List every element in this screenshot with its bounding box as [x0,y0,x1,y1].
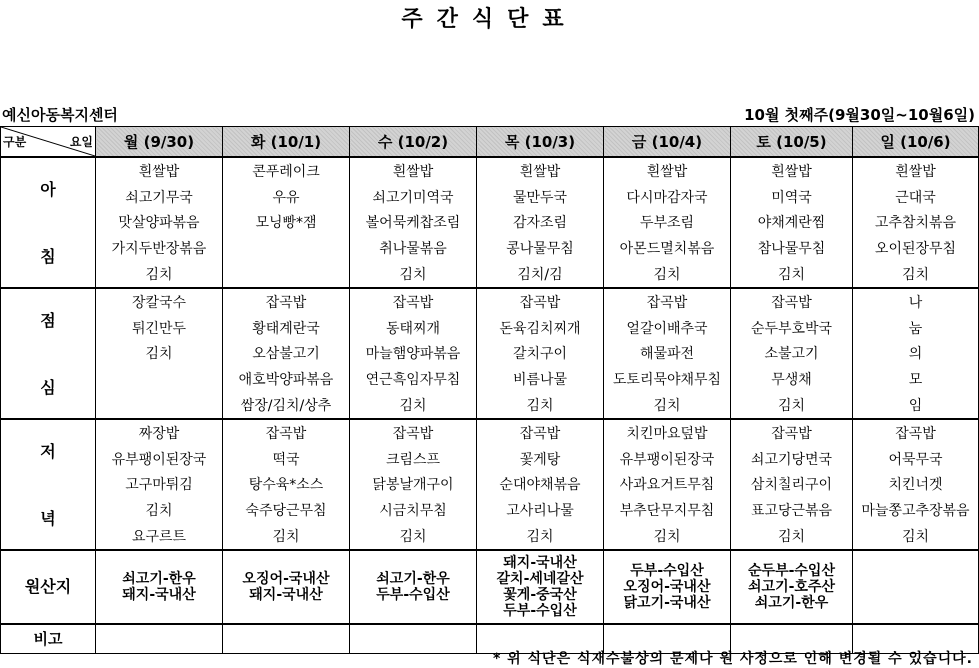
menu-item: 가지두반장볶음 [96,235,223,261]
meal-label-top: 점 [40,311,56,331]
organization-name: 예신아동복지센터 [2,106,118,124]
menu-item: 모닝빵*잼 [223,210,350,236]
menu-item: 김치 [853,523,979,550]
menu-item: 잡곡밥 [223,288,350,315]
menu-item: 유부팽이된장국 [604,446,731,472]
menu-item: 맛살양파볶음 [96,210,223,236]
menu-item: 쌈장/김치/상추 [223,392,350,419]
menu-item: 얼갈이배추국 [604,315,731,341]
note-cell [223,624,350,654]
menu-item: 물만두국 [477,184,604,210]
menu-item: 유부팽이된장국 [96,446,223,472]
menu-table [0,126,979,654]
menu-item: 고추참치볶음 [853,210,979,236]
menu-row [1,261,979,288]
menu-item: 나 [853,288,979,315]
day-header: 목 (10/3) [477,127,604,158]
menu-item: 순대야채볶음 [477,472,604,498]
meal-label-top: 아 [40,180,56,200]
menu-item: 눔 [853,315,979,341]
origin-label: 원산지 [1,550,96,624]
menu-item: 흰쌀밥 [604,157,731,184]
meal-label [1,157,96,288]
menu-item: 김치 [731,523,853,550]
origin-line: 두부-수입산 [503,602,577,619]
origin-row [1,550,979,624]
menu-item: 탕수육*소스 [223,472,350,498]
corner-label-day: 요일 [69,135,93,149]
menu-item: 잡곡밥 [350,288,477,315]
menu-item: 연근흑임자무침 [350,366,477,392]
menu-item: 요구르트 [96,523,223,550]
origin-line: 오징어-국내산 [242,570,330,587]
day-header: 월 (9/30) [96,127,223,158]
menu-item: 흰쌀밥 [350,157,477,184]
header-row [1,127,979,158]
menu-item: 어묵무국 [853,446,979,472]
menu-item: 쇠고기미역국 [350,184,477,210]
menu-item: 콘푸레이크 [223,157,350,184]
menu-item: 김치 [96,261,223,288]
menu-item: 황태계란국 [223,315,350,341]
day-header: 금 (10/4) [604,127,731,158]
meal-label [1,288,96,419]
menu-item: 두부조림 [604,210,731,236]
menu-item: 볼어묵케찹조림 [350,210,477,236]
menu-item: 꽃게탕 [477,446,604,472]
menu-item: 야채계란찜 [731,210,853,236]
menu-item: 떡국 [223,446,350,472]
menu-item: 짜장밥 [96,419,223,446]
menu-item: 숙주당근무침 [223,497,350,523]
day-header: 토 (10/5) [731,127,853,158]
menu-item: 크림스프 [350,446,477,472]
menu-item: 김치 [477,523,604,550]
menu-item: 시금치무침 [350,497,477,523]
menu-item: 취나물볶음 [350,235,477,261]
note-cell [350,624,477,654]
menu-item: 오삼불고기 [223,341,350,367]
menu-item: 치킨너겟 [853,472,979,498]
menu-item: 김치 [96,497,223,523]
menu-item: 잡곡밥 [350,419,477,446]
menu-item: 부추단무지무침 [604,497,731,523]
origin-cell [96,550,223,624]
menu-item: 마늘쫑고추장볶음 [853,497,979,523]
menu-item: 잡곡밥 [477,288,604,315]
menu-item: 표고당근볶음 [731,497,853,523]
origin-line: 꽃게-중국산 [503,586,577,603]
menu-item: 닭봉날개구이 [350,472,477,498]
menu-item: 도토리묵야채무침 [604,366,731,392]
menu-item: 김치 [604,523,731,550]
menu-item: 사과요거트무침 [604,472,731,498]
origin-line: 순두부-수입산 [748,562,835,579]
origin-line: 돼지-국내산 [503,554,577,571]
menu-item [96,366,223,392]
menu-item: 모 [853,366,979,392]
menu-item: 김치 [477,392,604,419]
menu-item: 김치 [223,523,350,550]
menu-item: 의 [853,341,979,367]
corner-cell [1,127,96,158]
menu-item: 근대국 [853,184,979,210]
menu-item: 김치/김 [477,261,604,288]
menu-item: 오이된장무침 [853,235,979,261]
menu-item: 삼치칠리구이 [731,472,853,498]
menu-row [1,472,979,498]
menu-row [1,446,979,472]
menu-row [1,235,979,261]
menu-item: 소불고기 [731,341,853,367]
meal-label-bottom: 심 [40,378,56,398]
menu-item: 김치 [604,392,731,419]
page-title: 주간식단표 [401,7,578,32]
menu-item: 고사리나물 [477,497,604,523]
origin-line: 쇠고기-한우 [754,594,829,611]
day-header: 일 (10/6) [853,127,979,158]
menu-row [1,366,979,392]
menu-item: 임 [853,392,979,419]
menu-item [96,392,223,419]
menu-item: 쇠고기무국 [96,184,223,210]
menu-row [1,523,979,550]
menu-item: 참나물무침 [731,235,853,261]
menu-item: 동태찌개 [350,315,477,341]
meal-label-bottom: 침 [40,247,56,267]
menu-item: 우유 [223,184,350,210]
menu-item: 아몬드멸치볶음 [604,235,731,261]
menu-item: 무생채 [731,366,853,392]
menu-item: 미역국 [731,184,853,210]
menu-row [1,341,979,367]
origin-line: 쇠고기-한우 [376,570,450,587]
origin-line: 두부-수입산 [376,586,450,603]
menu-item: 마늘햄양파볶음 [350,341,477,367]
menu-item [223,261,350,288]
menu-item: 고구마튀김 [96,472,223,498]
origin-line: 돼지-국내산 [249,586,323,603]
menu-item: 콩나물무침 [477,235,604,261]
menu-row [1,392,979,419]
menu-item: 잡곡밥 [223,419,350,446]
menu-item: 김치 [350,392,477,419]
origin-cell [350,550,477,624]
menu-item: 잡곡밥 [604,288,731,315]
menu-item: 흰쌀밥 [853,157,979,184]
menu-item: 김치 [350,261,477,288]
note-label: 비고 [1,624,96,654]
menu-row [1,419,979,446]
origin-line: 쇠고기-한우 [122,570,196,587]
menu-row [1,497,979,523]
menu-item: 장칼국수 [96,288,223,315]
menu-item: 흰쌀밥 [477,157,604,184]
day-header: 수 (10/2) [350,127,477,158]
origin-line: 두부-수입산 [630,562,704,579]
origin-line: 갈치-세네갈산 [496,570,584,587]
origin-line: 돼지-국내산 [122,586,196,603]
origin-cell [731,550,853,624]
origin-cell [604,550,731,624]
menu-item: 갈치구이 [477,341,604,367]
menu-item: 김치 [350,523,477,550]
menu-item: 다시마감자국 [604,184,731,210]
menu-item: 김치 [731,261,853,288]
menu-row [1,184,979,210]
menu-item: 쇠고기당면국 [731,446,853,472]
menu-row [1,288,979,315]
week-range: 10월 첫째주(9월30일~10월6일) [744,106,975,124]
origin-line: 오징어-국내산 [623,578,711,595]
menu-item: 해물파전 [604,341,731,367]
meal-label [1,419,96,550]
menu-item: 잡곡밥 [731,288,853,315]
menu-item: 김치 [731,392,853,419]
menu-item: 비름나물 [477,366,604,392]
menu-row [1,157,979,184]
origin-cell [223,550,350,624]
origin-line: 쇠고기-호주산 [748,578,835,595]
menu-item: 김치 [853,261,979,288]
menu-item: 돈육김치찌개 [477,315,604,341]
origin-cell [853,550,979,624]
menu-row [1,210,979,236]
menu-item [223,235,350,261]
note-cell [96,624,223,654]
menu-item: 김치 [96,341,223,367]
menu-item: 애호박양파볶음 [223,366,350,392]
meal-label-bottom: 녁 [40,509,56,529]
menu-item: 흰쌀밥 [731,157,853,184]
footnote: * 위 식단은 식재수불상의 문제나 원 사정으로 인해 변경될 수 있습니다. [492,651,973,667]
menu-item: 치킨마요덮밥 [604,419,731,446]
origin-cell [477,550,604,624]
origin-line: 닭고기-국내산 [623,594,711,611]
day-header: 화 (10/1) [223,127,350,158]
menu-item: 튀긴만두 [96,315,223,341]
menu-item: 잡곡밥 [477,419,604,446]
menu-item: 감자조림 [477,210,604,236]
menu-item: 순두부호박국 [731,315,853,341]
corner-label-category: 구분 [3,135,27,149]
menu-item: 흰쌀밥 [96,157,223,184]
menu-item: 잡곡밥 [853,419,979,446]
menu-row [1,315,979,341]
menu-item: 김치 [604,261,731,288]
meal-label-top: 저 [40,442,56,462]
menu-item: 잡곡밥 [731,419,853,446]
